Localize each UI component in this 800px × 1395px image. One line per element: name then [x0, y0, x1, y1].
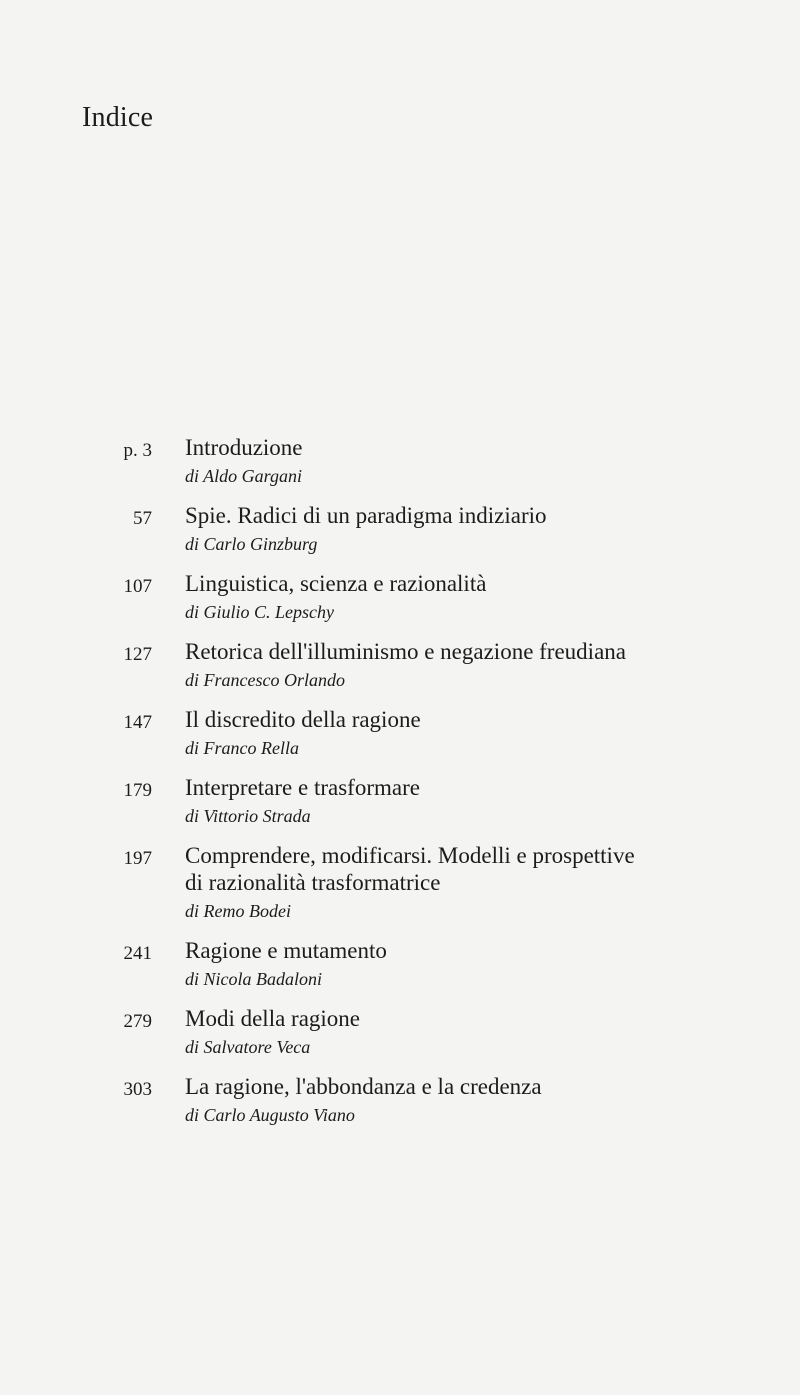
- toc-entry: [0, 1005, 800, 1059]
- toc-entry-author: di Remo Bodei: [185, 901, 291, 921]
- toc-entry-author: di Giulio C. Lepschy: [185, 602, 334, 622]
- toc-entry-author: di Carlo Ginzburg: [185, 534, 318, 554]
- toc-entry: [0, 502, 800, 556]
- toc-page-number: 57: [133, 508, 152, 529]
- toc-entry: [0, 570, 800, 624]
- toc-page-number: 127: [123, 644, 152, 665]
- toc-entry-title: Retorica dell'illuminismo e negazione freudiana: [185, 639, 626, 664]
- toc-entry-title: Comprendere, modificarsi. Modelli e prospettive di razionalità trasformatrice: [185, 843, 635, 895]
- toc-entry-author: di Salvatore Veca: [185, 1037, 311, 1057]
- toc-entry-title: Linguistica, scienza e razionalità: [185, 571, 487, 596]
- toc-entry-author: di Francesco Orlando: [185, 670, 345, 690]
- toc-entry-author: di Nicola Badaloni: [185, 969, 322, 989]
- toc-entry: [0, 842, 800, 923]
- toc-entry-author: di Carlo Augusto Viano: [185, 1105, 355, 1125]
- toc-entry: [0, 1073, 800, 1127]
- page-title: Indice: [82, 102, 154, 133]
- toc-entry-author: di Aldo Gargani: [185, 466, 303, 486]
- toc-entry: [0, 434, 800, 488]
- table-of-contents: [0, 434, 800, 1141]
- toc-entry: [0, 706, 800, 760]
- toc-entry-title: Spie. Radici di un paradigma indiziario: [185, 503, 547, 528]
- toc-entry-title: Il discredito della ragione: [185, 707, 421, 732]
- toc-page-number: 197: [123, 848, 152, 869]
- toc-entry-title: Ragione e mutamento: [185, 938, 387, 963]
- toc-page-number: 147: [123, 712, 152, 733]
- toc-entry: [0, 638, 800, 692]
- toc-page-number: 241: [123, 943, 152, 964]
- toc-page-number: 279: [123, 1011, 152, 1032]
- toc-entry-title: Introduzione: [185, 435, 303, 460]
- toc-entry-title: Modi della ragione: [185, 1006, 361, 1031]
- toc-page-number: p. 3: [123, 440, 152, 461]
- toc-page-number: 107: [123, 576, 152, 597]
- toc-entry-author: di Vittorio Strada: [185, 806, 311, 826]
- toc-entry-title: Interpretare e trasformare: [185, 775, 420, 800]
- toc-entry: [0, 937, 800, 991]
- toc-entry-author: di Franco Rella: [185, 738, 299, 758]
- toc-page-number: 179: [123, 780, 152, 801]
- toc-entry: [0, 774, 800, 828]
- toc-page-number: 303: [123, 1079, 152, 1100]
- toc-entry-title: La ragione, l'abbondanza e la credenza: [185, 1074, 542, 1099]
